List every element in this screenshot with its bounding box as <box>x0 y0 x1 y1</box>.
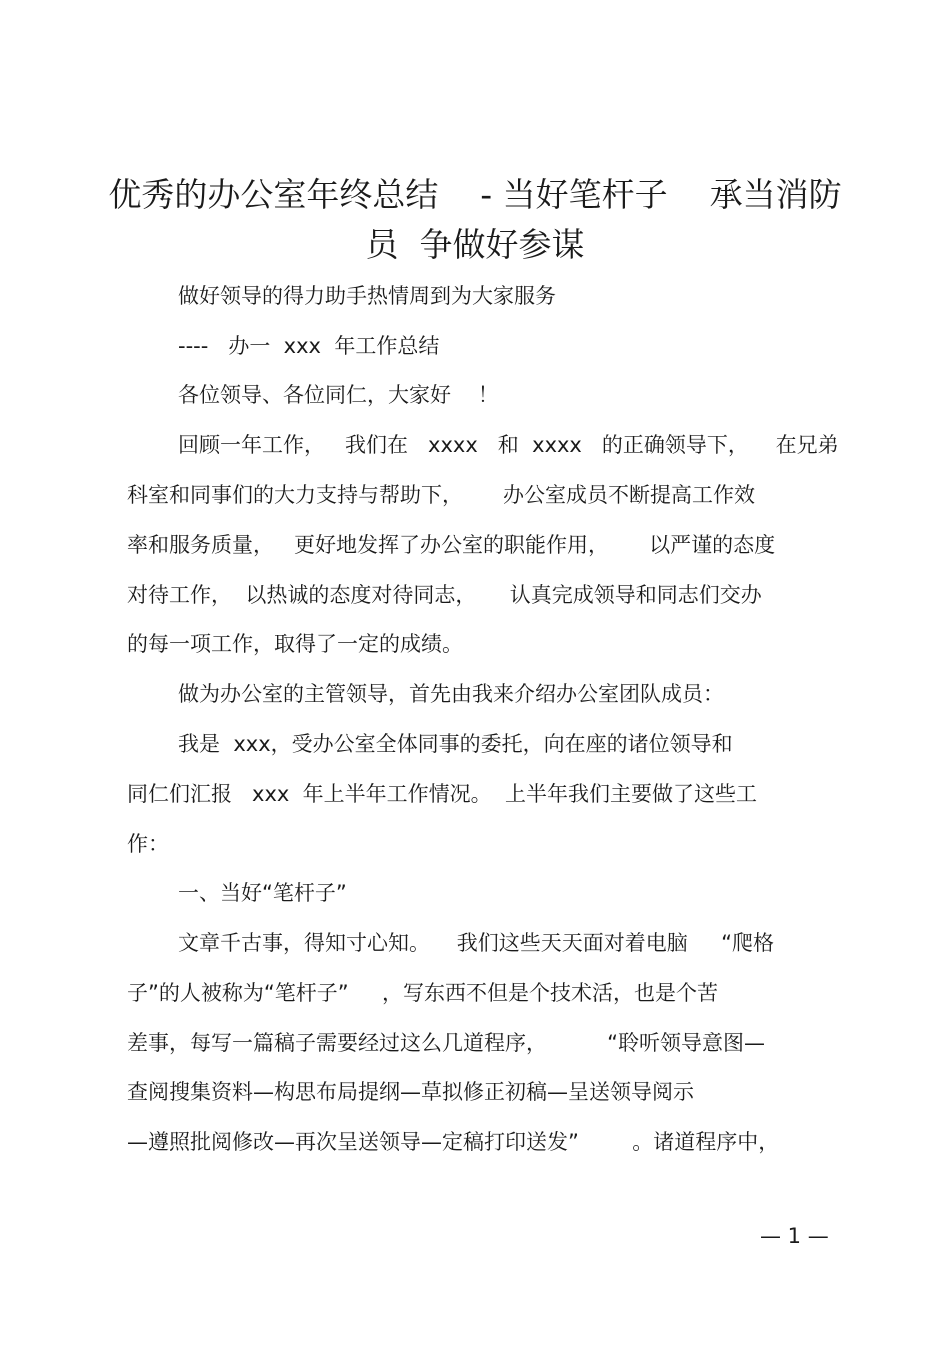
byline: ---- 办一 xxx 年工作总结 <box>178 334 440 358</box>
page-number: — 1 — <box>760 1224 829 1248</box>
document-title-line-1: 优秀的办公室年终总结 - 当好笔杆子 承当消防 <box>108 175 842 214</box>
body-line: 差事，每写一篇稿子需要经过这么几道程序， “聆听领导意图— <box>127 1031 765 1055</box>
document-title-line-2: 员 争做好参谋 <box>365 225 585 264</box>
body-line: 子”的人被称为“笔杆子” ，写东西不但是个技术活，也是个苦 <box>127 981 719 1005</box>
body-line: 文章千古事，得知寸心知。 我们这些天天面对着电脑 “爬格 <box>178 931 774 955</box>
body-line: 科室和同事们的大力支持与帮助下， 办公室成员不断提高工作效 <box>127 483 756 507</box>
body-line: —遵照批阅修改—再次呈送领导—定稿打印送发” 。诸道程序中， <box>127 1130 780 1154</box>
body-line: 同仁们汇报 xxx 年上半年工作情况。 上半年我们主要做了这些工 <box>127 782 758 806</box>
body-line: 查阅搜集资料—构思布局提纲—草拟修正初稿—呈送领导阅示 <box>127 1080 694 1104</box>
body-line: 回顾一年工作， 我们在 xxxx 和 xxxx 的正确领导下， 在兄弟 <box>178 433 839 457</box>
greeting: 各位领导、各位同仁，大家好 ！ <box>178 383 499 407</box>
section-heading: 一、当好“笔杆子” <box>178 881 347 905</box>
body-line: 作： <box>127 832 169 856</box>
body-line: 做为办公室的主管领导，首先由我来介绍办公室团队成员： <box>178 682 724 706</box>
subtitle: 做好领导的得力助手热情周到为大家服务 <box>178 284 556 308</box>
body-line: 对待工作， 以热诚的态度对待同志， 认真完成领导和同志们交办 <box>127 583 762 607</box>
body-line: 我是 xxx，受办公室全体同事的委托，向在座的诸位领导和 <box>178 732 733 756</box>
body-line: 率和服务质量， 更好地发挥了办公室的职能作用， 以严谨的态度 <box>127 533 776 557</box>
body-line: 的每一项工作，取得了一定的成绩。 <box>127 632 463 656</box>
